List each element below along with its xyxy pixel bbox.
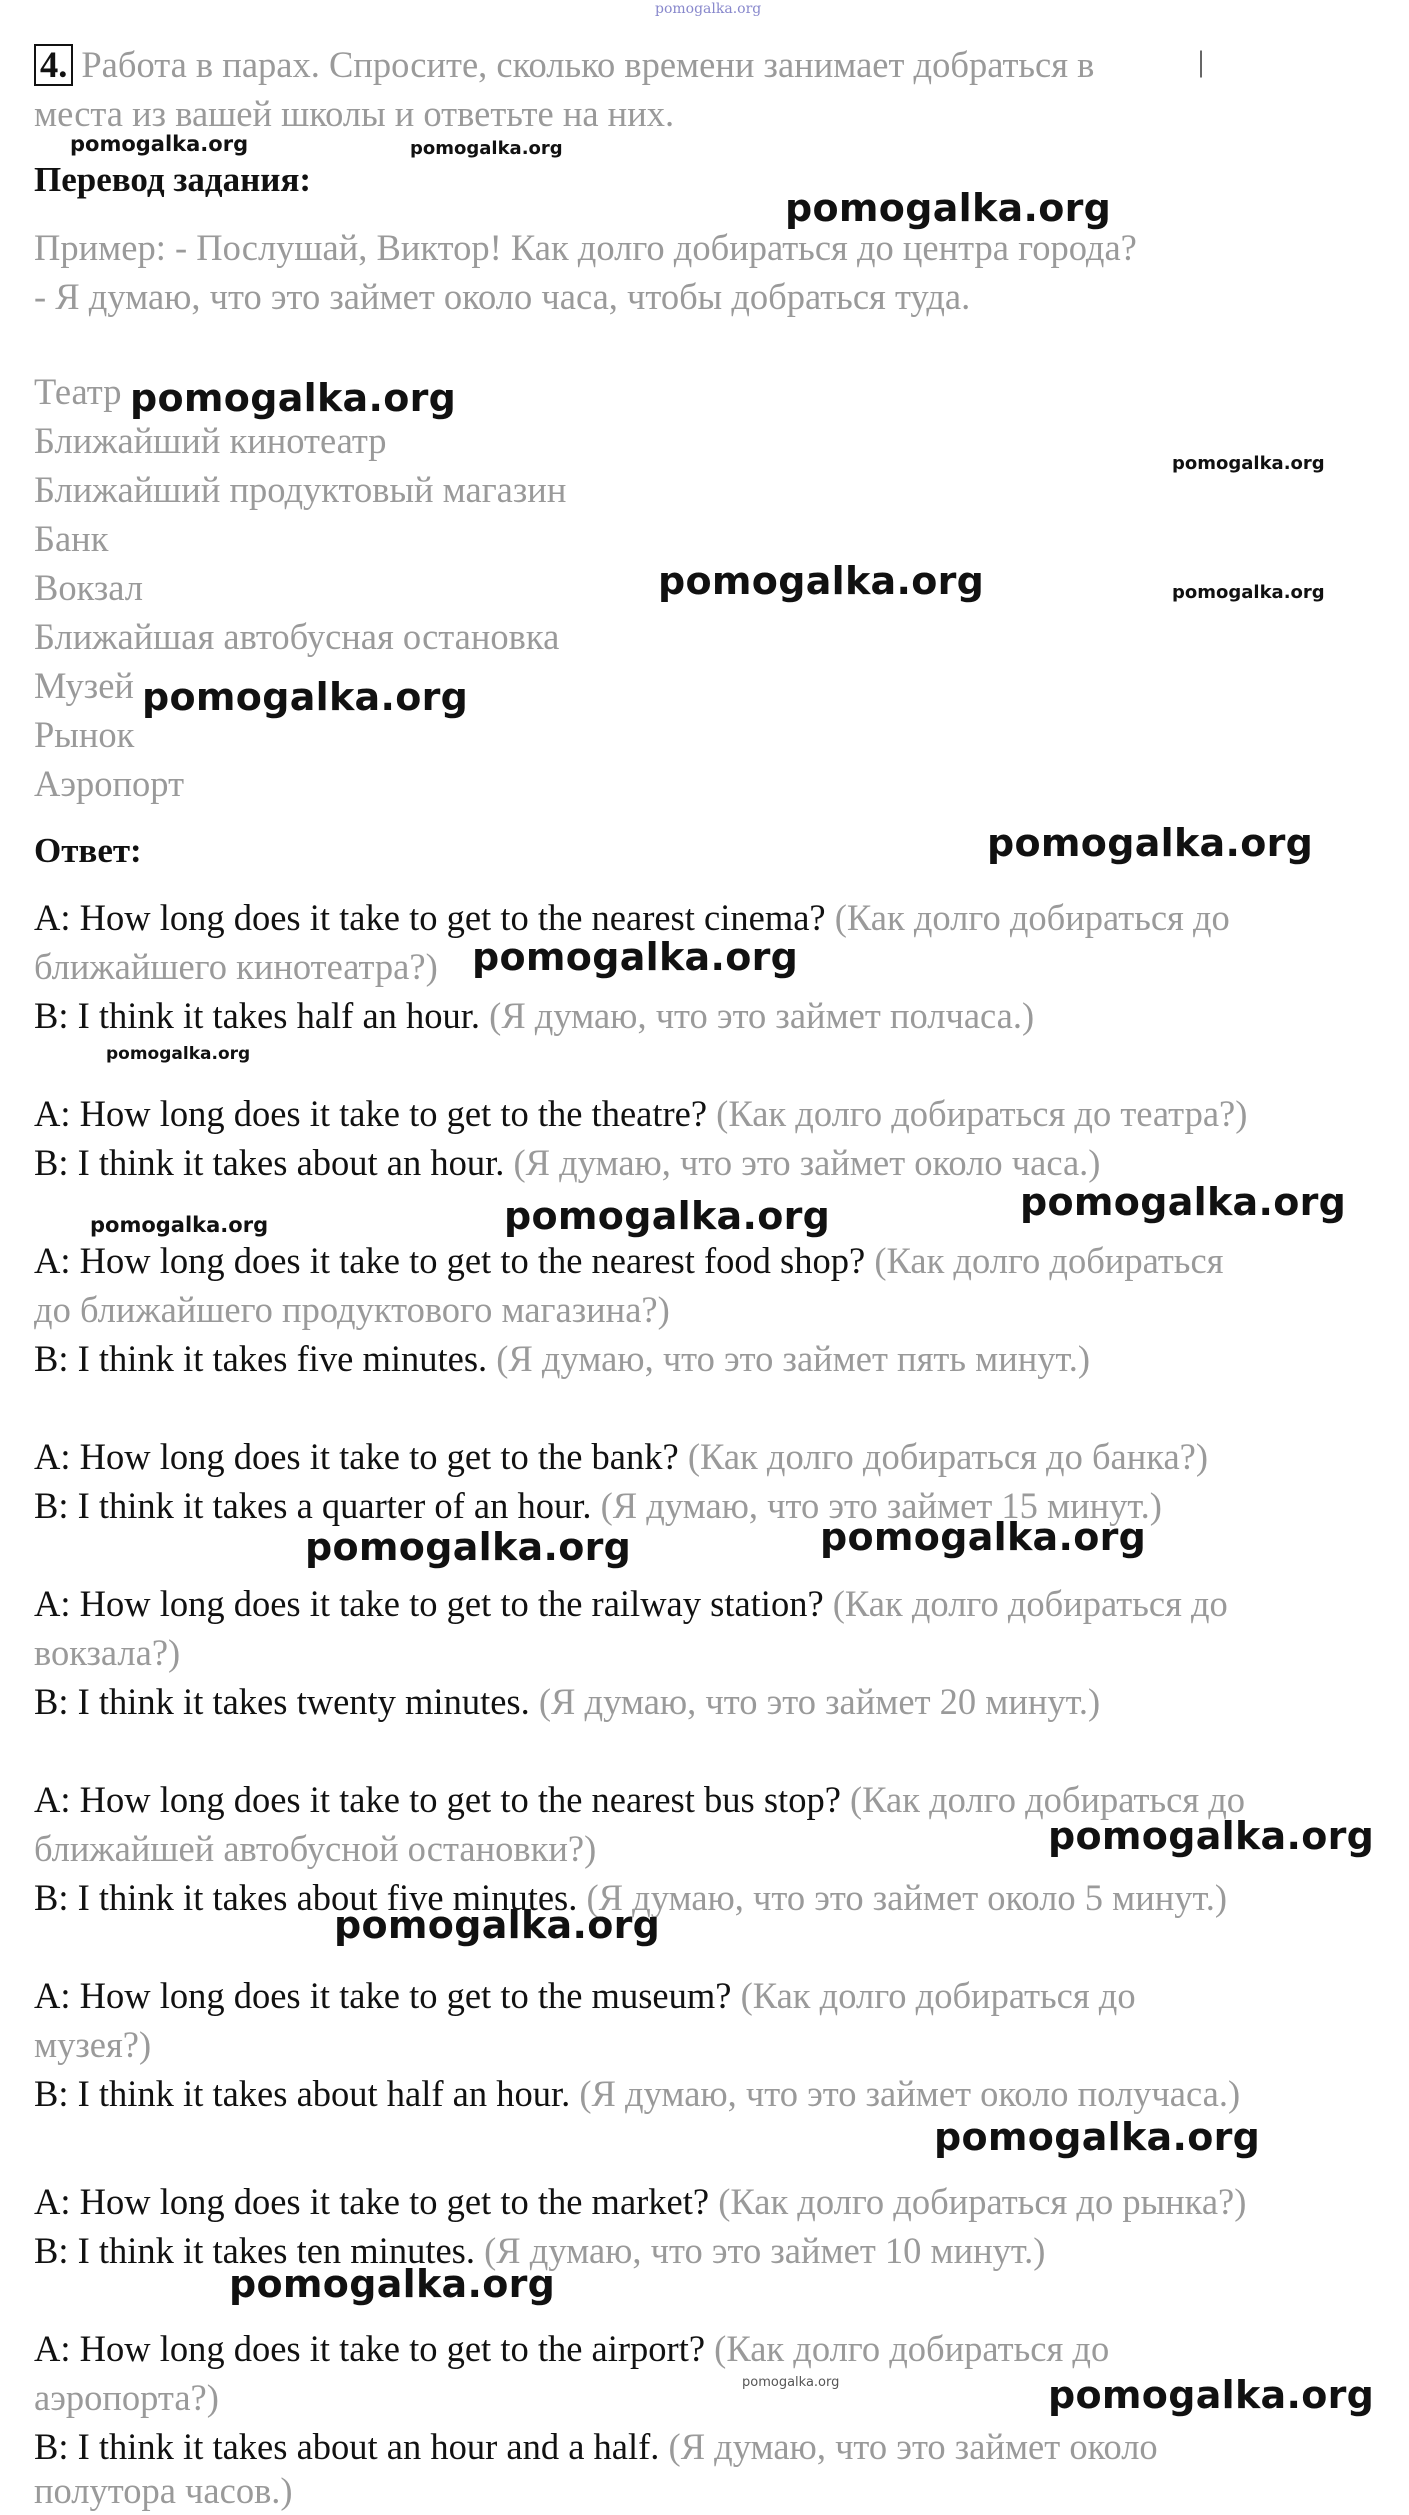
watermark: pomogalka.org	[106, 1044, 251, 1064]
task-text-line-2: места из вашей школы и ответьте на них.	[34, 93, 675, 134]
answer-reply: B: I think it takes about an hour and a half. (Я думаю, что это займет около	[34, 2426, 1158, 2467]
answer-question-translation: ближайшего кинотеатра?)	[34, 946, 438, 987]
answer-reply: B: I think it takes about an hour. (Я думаю, что это займет около часа.)	[34, 1142, 1101, 1183]
answer-reply: B: I think it takes ten minutes. (Я думаю, что это займет 10 минут.)	[34, 2230, 1046, 2271]
place-item: Театр	[34, 371, 122, 412]
answer-reply-translation: полутора часов.)	[34, 2470, 293, 2511]
watermark: pomogalka.org	[229, 2262, 556, 2306]
task-text-line-1: Работа в парах. Спросите, сколько времени занимает добраться в	[81, 44, 1095, 85]
answer-question-translation: аэропорта?)	[34, 2377, 219, 2418]
watermark: pomogalka.org	[742, 2375, 840, 2390]
answer-question: A: How long does it take to get to the nearest food shop? (Как долго добираться	[34, 1240, 1224, 1281]
answer-question-translation: вокзала?)	[34, 1632, 181, 1673]
watermark: pomogalka.org	[472, 935, 799, 979]
watermark: pomogalka.org	[70, 132, 249, 156]
place-item: Ближайший продуктовый магазин	[34, 469, 567, 510]
answer-question: A: How long does it take to get to the museum? (Как долго добираться до	[34, 1975, 1136, 2016]
site-header: pomogalka.org	[655, 1, 762, 17]
answer-reply: B: I think it takes five minutes. (Я думаю, что это займет пять минут.)	[34, 1338, 1090, 1379]
watermark: pomogalka.org	[334, 1903, 661, 1947]
place-item: Музей	[34, 665, 134, 706]
answer-question-translation: до ближайшего продуктового магазина?)	[34, 1289, 670, 1330]
place-item: Ближайший кинотеатр	[34, 420, 387, 461]
answer-reply: B: I think it takes about five minutes. (Я думаю, что это займет около 5 минут.)	[34, 1877, 1228, 1918]
example-line-1: Пример: - Послушай, Виктор! Как долго добираться до центра города?	[34, 227, 1137, 268]
answer-question: A: How long does it take to get to the nearest bus stop? (Как долго добираться до	[34, 1779, 1246, 1820]
answer-heading: Ответ:	[34, 831, 142, 870]
place-item: Ближайшая автобусная остановка	[34, 616, 560, 657]
answer-question: A: How long does it take to get to the bank? (Как долго добираться до банка?)	[34, 1436, 1209, 1477]
answer-reply: B: I think it takes a quarter of an hour. (Я думаю, что это займет 15 минут.)	[34, 1485, 1162, 1526]
place-item: Аэропорт	[34, 763, 185, 804]
watermark: pomogalka.org	[987, 821, 1314, 865]
answer-question: A: How long does it take to get to the nearest cinema? (Как долго добираться до	[34, 897, 1230, 938]
watermark: pomogalka.org	[410, 138, 563, 159]
answer-question: A: How long does it take to get to the airport? (Как долго добираться до	[34, 2328, 1110, 2369]
place-item: Вокзал	[34, 567, 144, 608]
watermark: pomogalka.org	[1048, 2373, 1375, 2417]
translation-heading: Перевод задания:	[34, 160, 312, 199]
watermark: pomogalka.org	[142, 675, 469, 719]
answer-question: A: How long does it take to get to the railway station? (Как долго добираться до	[34, 1583, 1228, 1624]
watermark: pomogalka.org	[1172, 582, 1325, 603]
answer-question: A: How long does it take to get to the market? (Как долго добираться до рынка?)	[34, 2181, 1247, 2222]
task-number: 4.	[34, 44, 73, 86]
answer-question-translation: музея?)	[34, 2024, 152, 2065]
watermark: pomogalka.org	[820, 1515, 1147, 1559]
place-item: Рынок	[34, 714, 135, 755]
answer-reply: B: I think it takes half an hour. (Я думаю, что это займет полчаса.)	[34, 995, 1035, 1036]
answer-reply: B: I think it takes about half an hour. (Я думаю, что это займет около получаса.)	[34, 2073, 1241, 2114]
answer-question-translation: ближайшей автобусной остановки?)	[34, 1828, 597, 1869]
watermark: pomogalka.org	[1048, 1814, 1375, 1858]
place-item: Банк	[34, 518, 109, 559]
watermark: pomogalka.org	[785, 186, 1112, 230]
task-line-1	[34, 40, 1385, 89]
watermark: pomogalka.org	[658, 559, 985, 603]
answer-reply: B: I think it takes twenty minutes. (Я думаю, что это займет 20 минут.)	[34, 1681, 1101, 1722]
watermark: pomogalka.org	[934, 2115, 1261, 2159]
answer-question: A: How long does it take to get to the theatre? (Как долго добираться до театра?)	[34, 1093, 1248, 1134]
example-line-2: - Я думаю, что это займет около часа, чтобы добраться туда.	[34, 276, 971, 317]
watermark: pomogalka.org	[1020, 1180, 1347, 1224]
watermark: pomogalka.org	[130, 376, 457, 420]
watermark: pomogalka.org	[90, 1213, 269, 1237]
watermark: pomogalka.org	[1172, 453, 1325, 474]
watermark: pomogalka.org	[305, 1525, 632, 1569]
cut-mark-icon: |	[1198, 45, 1205, 78]
watermark: pomogalka.org	[504, 1194, 831, 1238]
